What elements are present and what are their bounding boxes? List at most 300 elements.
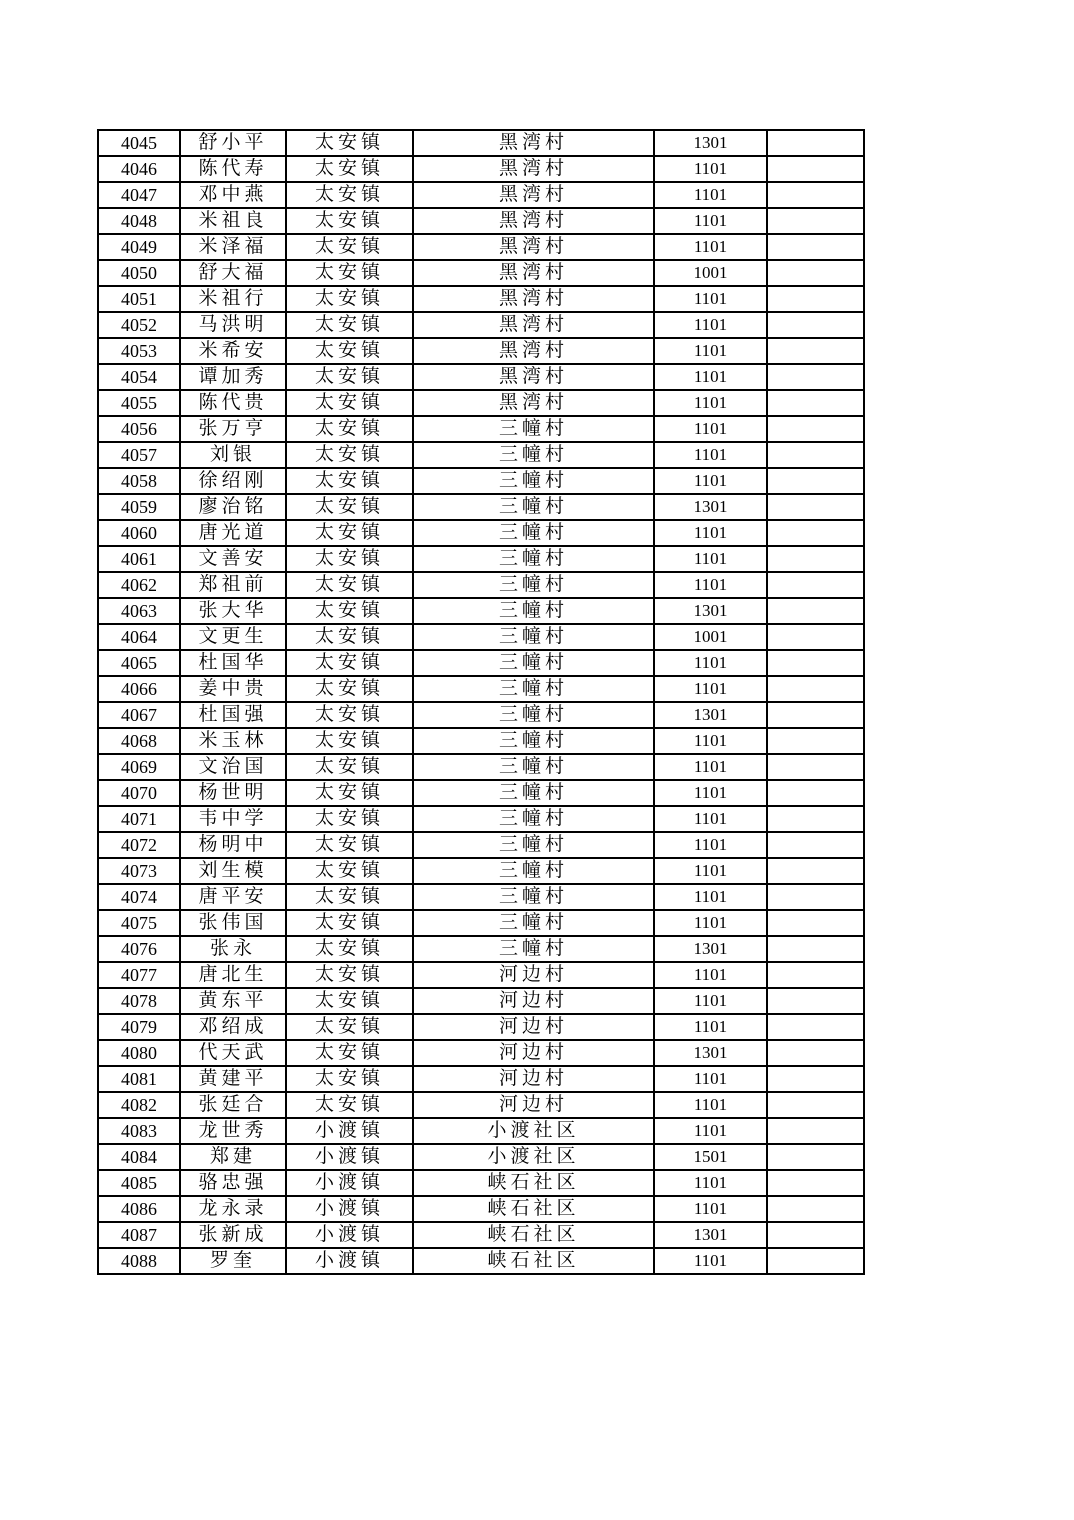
code-cell: 1101 [654,962,767,988]
code-cell: 1101 [654,312,767,338]
table-row [98,702,864,728]
village-cell: 峡石社区 [413,1222,654,1248]
code-cell: 1101 [654,338,767,364]
note-cell [767,1248,864,1274]
serial-number-cell: 4084 [98,1144,180,1170]
note-cell [767,598,864,624]
village-cell: 小渡社区 [413,1118,654,1144]
table-row [98,520,864,546]
code-cell: 1101 [654,676,767,702]
person-name-cell: 张伟国 [180,910,286,936]
person-name-cell: 马洪明 [180,312,286,338]
person-name-cell: 杨世明 [180,780,286,806]
note-cell [767,1092,864,1118]
town-cell: 小渡镇 [286,1248,413,1274]
table-row [98,468,864,494]
code-cell: 1501 [654,1144,767,1170]
town-cell: 小渡镇 [286,1118,413,1144]
town-cell: 太安镇 [286,416,413,442]
serial-number-cell: 4072 [98,832,180,858]
town-cell: 太安镇 [286,130,413,156]
note-cell [767,312,864,338]
table-row [98,208,864,234]
village-cell: 三幢村 [413,676,654,702]
table-row [98,234,864,260]
serial-number-cell: 4086 [98,1196,180,1222]
village-cell: 峡石社区 [413,1170,654,1196]
person-name-cell: 黄建平 [180,1066,286,1092]
note-cell [767,832,864,858]
note-cell [767,520,864,546]
serial-number-cell: 4055 [98,390,180,416]
serial-number-cell: 4066 [98,676,180,702]
serial-number-cell: 4048 [98,208,180,234]
person-name-cell: 唐北生 [180,962,286,988]
code-cell: 1101 [654,832,767,858]
code-cell: 1101 [654,1092,767,1118]
person-name-cell: 刘银 [180,442,286,468]
serial-number-cell: 4076 [98,936,180,962]
village-cell: 三幢村 [413,520,654,546]
note-cell [767,910,864,936]
serial-number-cell: 4079 [98,1014,180,1040]
table-row [98,1248,864,1274]
serial-number-cell: 4071 [98,806,180,832]
code-cell: 1001 [654,624,767,650]
town-cell: 太安镇 [286,780,413,806]
village-cell: 黑湾村 [413,390,654,416]
town-cell: 太安镇 [286,754,413,780]
serial-number-cell: 4056 [98,416,180,442]
town-cell: 太安镇 [286,806,413,832]
note-cell [767,1196,864,1222]
person-name-cell: 姜中贵 [180,676,286,702]
serial-number-cell: 4070 [98,780,180,806]
village-cell: 三幢村 [413,884,654,910]
code-cell: 1101 [654,728,767,754]
table-row [98,1144,864,1170]
person-name-cell: 廖治铭 [180,494,286,520]
town-cell: 太安镇 [286,988,413,1014]
town-cell: 太安镇 [286,156,413,182]
code-cell: 1101 [654,1248,767,1274]
code-cell: 1101 [654,858,767,884]
code-cell: 1101 [654,468,767,494]
village-cell: 三幢村 [413,858,654,884]
table-row [98,1196,864,1222]
note-cell [767,338,864,364]
note-cell [767,1118,864,1144]
note-cell [767,962,864,988]
person-name-cell: 米祖良 [180,208,286,234]
town-cell: 太安镇 [286,1014,413,1040]
note-cell [767,442,864,468]
town-cell: 小渡镇 [286,1144,413,1170]
note-cell [767,884,864,910]
code-cell: 1101 [654,650,767,676]
note-cell [767,624,864,650]
town-cell: 太安镇 [286,650,413,676]
person-name-cell: 龙世秀 [180,1118,286,1144]
table-row [98,988,864,1014]
serial-number-cell: 4047 [98,182,180,208]
table-row [98,754,864,780]
table-row [98,780,864,806]
town-cell: 太安镇 [286,286,413,312]
serial-number-cell: 4083 [98,1118,180,1144]
table-row [98,936,864,962]
village-cell: 河边村 [413,1066,654,1092]
table-row [98,338,864,364]
code-cell: 1301 [654,130,767,156]
table-row [98,1040,864,1066]
note-cell [767,650,864,676]
table-row [98,494,864,520]
town-cell: 小渡镇 [286,1196,413,1222]
note-cell [767,390,864,416]
code-cell: 1101 [654,1196,767,1222]
town-cell: 太安镇 [286,546,413,572]
note-cell [767,676,864,702]
village-cell: 三幢村 [413,598,654,624]
note-cell [767,494,864,520]
table-row [98,572,864,598]
village-cell: 三幢村 [413,572,654,598]
town-cell: 太安镇 [286,338,413,364]
code-cell: 1101 [654,520,767,546]
town-cell: 太安镇 [286,520,413,546]
person-name-cell: 杜国华 [180,650,286,676]
note-cell [767,286,864,312]
code-cell: 1001 [654,260,767,286]
code-cell: 1101 [654,390,767,416]
table-row [98,1222,864,1248]
note-cell [767,260,864,286]
code-cell: 1101 [654,1014,767,1040]
table-row [98,650,864,676]
serial-number-cell: 4063 [98,598,180,624]
town-cell: 太安镇 [286,936,413,962]
person-name-cell: 米泽福 [180,234,286,260]
village-cell: 黑湾村 [413,286,654,312]
code-cell: 1101 [654,442,767,468]
table-row [98,416,864,442]
code-cell: 1101 [654,806,767,832]
village-cell: 黑湾村 [413,182,654,208]
serial-number-cell: 4064 [98,624,180,650]
village-cell: 三幢村 [413,910,654,936]
serial-number-cell: 4046 [98,156,180,182]
village-cell: 河边村 [413,962,654,988]
code-cell: 1301 [654,936,767,962]
village-cell: 三幢村 [413,416,654,442]
code-cell: 1301 [654,1040,767,1066]
town-cell: 太安镇 [286,624,413,650]
note-cell [767,1066,864,1092]
village-cell: 三幢村 [413,468,654,494]
village-cell: 黑湾村 [413,260,654,286]
code-cell: 1101 [654,286,767,312]
register-table [97,129,865,1275]
town-cell: 太安镇 [286,1066,413,1092]
town-cell: 太安镇 [286,1092,413,1118]
code-cell: 1101 [654,416,767,442]
table-row [98,1118,864,1144]
table-row [98,1092,864,1118]
table-row [98,624,864,650]
person-name-cell: 邓绍成 [180,1014,286,1040]
table-row [98,260,864,286]
village-cell: 三幢村 [413,754,654,780]
person-name-cell: 韦中学 [180,806,286,832]
table-row [98,1066,864,1092]
table-row [98,884,864,910]
serial-number-cell: 4081 [98,1066,180,1092]
village-cell: 黑湾村 [413,130,654,156]
person-name-cell: 张永 [180,936,286,962]
code-cell: 1101 [654,1066,767,1092]
town-cell: 太安镇 [286,1040,413,1066]
person-name-cell: 张大华 [180,598,286,624]
table-row [98,156,864,182]
village-cell: 三幢村 [413,494,654,520]
town-cell: 太安镇 [286,208,413,234]
table-row [98,364,864,390]
note-cell [767,728,864,754]
code-cell: 1101 [654,546,767,572]
table-row [98,312,864,338]
note-cell [767,364,864,390]
serial-number-cell: 4082 [98,1092,180,1118]
code-cell: 1101 [654,156,767,182]
table-row [98,832,864,858]
town-cell: 太安镇 [286,390,413,416]
village-cell: 黑湾村 [413,208,654,234]
table-body [98,130,864,1274]
village-cell: 黑湾村 [413,234,654,260]
note-cell [767,936,864,962]
note-cell [767,572,864,598]
town-cell: 太安镇 [286,702,413,728]
village-cell: 黑湾村 [413,338,654,364]
person-name-cell: 杜国强 [180,702,286,728]
town-cell: 太安镇 [286,728,413,754]
village-cell: 三幢村 [413,442,654,468]
town-cell: 太安镇 [286,910,413,936]
note-cell [767,156,864,182]
table-row [98,728,864,754]
code-cell: 1101 [654,234,767,260]
village-cell: 三幢村 [413,780,654,806]
serial-number-cell: 4085 [98,1170,180,1196]
serial-number-cell: 4059 [98,494,180,520]
table-row [98,962,864,988]
code-cell: 1301 [654,702,767,728]
code-cell: 1101 [654,1170,767,1196]
town-cell: 小渡镇 [286,1170,413,1196]
serial-number-cell: 4052 [98,312,180,338]
town-cell: 太安镇 [286,962,413,988]
person-name-cell: 徐绍刚 [180,468,286,494]
note-cell [767,546,864,572]
town-cell: 太安镇 [286,442,413,468]
town-cell: 太安镇 [286,858,413,884]
serial-number-cell: 4078 [98,988,180,1014]
note-cell [767,130,864,156]
person-name-cell: 文善安 [180,546,286,572]
person-name-cell: 罗奎 [180,1248,286,1274]
person-name-cell: 张新成 [180,1222,286,1248]
person-name-cell: 谭加秀 [180,364,286,390]
town-cell: 太安镇 [286,572,413,598]
person-name-cell: 邓中燕 [180,182,286,208]
person-name-cell: 郑建 [180,1144,286,1170]
serial-number-cell: 4074 [98,884,180,910]
serial-number-cell: 4073 [98,858,180,884]
note-cell [767,1170,864,1196]
code-cell: 1101 [654,208,767,234]
note-cell [767,1014,864,1040]
code-cell: 1101 [654,910,767,936]
note-cell [767,234,864,260]
table-row [98,1170,864,1196]
code-cell: 1301 [654,598,767,624]
town-cell: 太安镇 [286,234,413,260]
table-row [98,182,864,208]
person-name-cell: 陈代贵 [180,390,286,416]
serial-number-cell: 4075 [98,910,180,936]
note-cell [767,806,864,832]
town-cell: 太安镇 [286,832,413,858]
note-cell [767,988,864,1014]
serial-number-cell: 4067 [98,702,180,728]
serial-number-cell: 4062 [98,572,180,598]
table-row [98,442,864,468]
table-row [98,1014,864,1040]
serial-number-cell: 4060 [98,520,180,546]
note-cell [767,1144,864,1170]
code-cell: 1101 [654,988,767,1014]
village-cell: 三幢村 [413,806,654,832]
code-cell: 1101 [654,572,767,598]
town-cell: 太安镇 [286,182,413,208]
person-name-cell: 杨明中 [180,832,286,858]
note-cell [767,1222,864,1248]
serial-number-cell: 4065 [98,650,180,676]
table-row [98,286,864,312]
note-cell [767,468,864,494]
serial-number-cell: 4069 [98,754,180,780]
town-cell: 小渡镇 [286,1222,413,1248]
table-row [98,858,864,884]
village-cell: 三幢村 [413,936,654,962]
town-cell: 太安镇 [286,494,413,520]
person-name-cell: 郑祖前 [180,572,286,598]
code-cell: 1301 [654,494,767,520]
town-cell: 太安镇 [286,260,413,286]
serial-number-cell: 4050 [98,260,180,286]
serial-number-cell: 4061 [98,546,180,572]
note-cell [767,780,864,806]
village-cell: 河边村 [413,988,654,1014]
person-name-cell: 米玉林 [180,728,286,754]
village-cell: 河边村 [413,1040,654,1066]
village-cell: 峡石社区 [413,1196,654,1222]
table-row [98,676,864,702]
person-name-cell: 文治国 [180,754,286,780]
table-row [98,806,864,832]
serial-number-cell: 4068 [98,728,180,754]
village-cell: 三幢村 [413,624,654,650]
note-cell [767,754,864,780]
person-name-cell: 唐光道 [180,520,286,546]
serial-number-cell: 4054 [98,364,180,390]
note-cell [767,182,864,208]
serial-number-cell: 4051 [98,286,180,312]
village-cell: 三幢村 [413,702,654,728]
village-cell: 黑湾村 [413,156,654,182]
village-cell: 黑湾村 [413,312,654,338]
village-cell: 小渡社区 [413,1144,654,1170]
person-name-cell: 龙永录 [180,1196,286,1222]
code-cell: 1101 [654,780,767,806]
person-name-cell: 米祖行 [180,286,286,312]
code-cell: 1101 [654,1118,767,1144]
village-cell: 三幢村 [413,728,654,754]
person-name-cell: 骆忠强 [180,1170,286,1196]
table-row [98,390,864,416]
town-cell: 太安镇 [286,598,413,624]
code-cell: 1301 [654,1222,767,1248]
town-cell: 太安镇 [286,312,413,338]
person-name-cell: 代天武 [180,1040,286,1066]
note-cell [767,416,864,442]
serial-number-cell: 4080 [98,1040,180,1066]
code-cell: 1101 [654,364,767,390]
serial-number-cell: 4058 [98,468,180,494]
village-cell: 河边村 [413,1092,654,1118]
note-cell [767,702,864,728]
person-name-cell: 米希安 [180,338,286,364]
person-name-cell: 张廷合 [180,1092,286,1118]
code-cell: 1101 [654,754,767,780]
town-cell: 太安镇 [286,364,413,390]
person-name-cell: 刘生模 [180,858,286,884]
note-cell [767,858,864,884]
person-name-cell: 舒小平 [180,130,286,156]
town-cell: 太安镇 [286,676,413,702]
serial-number-cell: 4088 [98,1248,180,1274]
note-cell [767,1040,864,1066]
person-name-cell: 张万亨 [180,416,286,442]
person-name-cell: 舒大福 [180,260,286,286]
code-cell: 1101 [654,884,767,910]
code-cell: 1101 [654,182,767,208]
table-row [98,598,864,624]
village-cell: 峡石社区 [413,1248,654,1274]
village-cell: 河边村 [413,1014,654,1040]
person-name-cell: 文更生 [180,624,286,650]
serial-number-cell: 4077 [98,962,180,988]
serial-number-cell: 4057 [98,442,180,468]
village-cell: 三幢村 [413,650,654,676]
serial-number-cell: 4049 [98,234,180,260]
table-row [98,130,864,156]
person-name-cell: 黄东平 [180,988,286,1014]
town-cell: 太安镇 [286,468,413,494]
village-cell: 三幢村 [413,832,654,858]
person-name-cell: 陈代寿 [180,156,286,182]
